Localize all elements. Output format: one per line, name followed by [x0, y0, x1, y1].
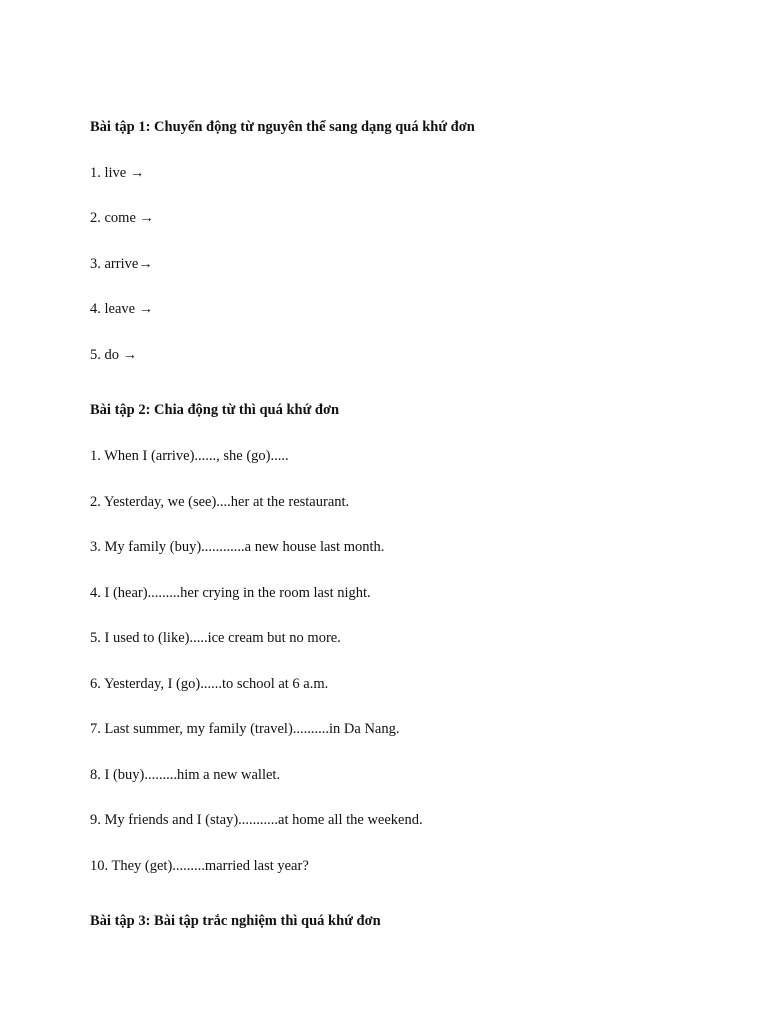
- exercise-1-item: 2. come →: [90, 210, 155, 226]
- exercise-1-item: 1. live →: [90, 165, 145, 181]
- exercise-2-item: 4. I (hear).........her crying in the room last night.: [90, 585, 371, 601]
- exercise-2-item: 3. My family (buy)............a new house last month.: [90, 539, 385, 555]
- exercise-2-item: 8. I (buy).........him a new wallet.: [90, 767, 281, 783]
- exercise-1-item: 4. leave →: [90, 301, 154, 317]
- exercise-1-item: 3. arrive→: [90, 256, 153, 272]
- exercise-2-item: 1. When I (arrive)......, she (go).....: [90, 448, 289, 464]
- exercise-2-item: 7. Last summer, my family (travel)..........in Da Nang.: [90, 721, 400, 737]
- exercise-2-item: 10. They (get).........married last year?: [90, 858, 309, 874]
- exercise-2-item: 6. Yesterday, I (go)......to school at 6 a.m.: [90, 676, 329, 692]
- exercise-2-item: 9. My friends and I (stay)...........at home all the weekend.: [90, 812, 423, 828]
- section-3-heading: Bài tập 3: Bài tập trắc nghiệm thì quá khứ đơn: [90, 913, 381, 929]
- exercise-2-item: 5. I used to (like).....ice cream but no more.: [90, 630, 341, 646]
- exercise-2-item: 2. Yesterday, we (see)....her at the restaurant.: [90, 494, 350, 510]
- exercise-1-item: 5. do →: [90, 347, 138, 363]
- section-2-heading: Bài tập 2: Chia động từ thì quá khứ đơn: [90, 402, 340, 418]
- section-1-heading: Bài tập 1: Chuyển động từ nguyên thể sang dạng quá khứ đơn: [90, 119, 475, 135]
